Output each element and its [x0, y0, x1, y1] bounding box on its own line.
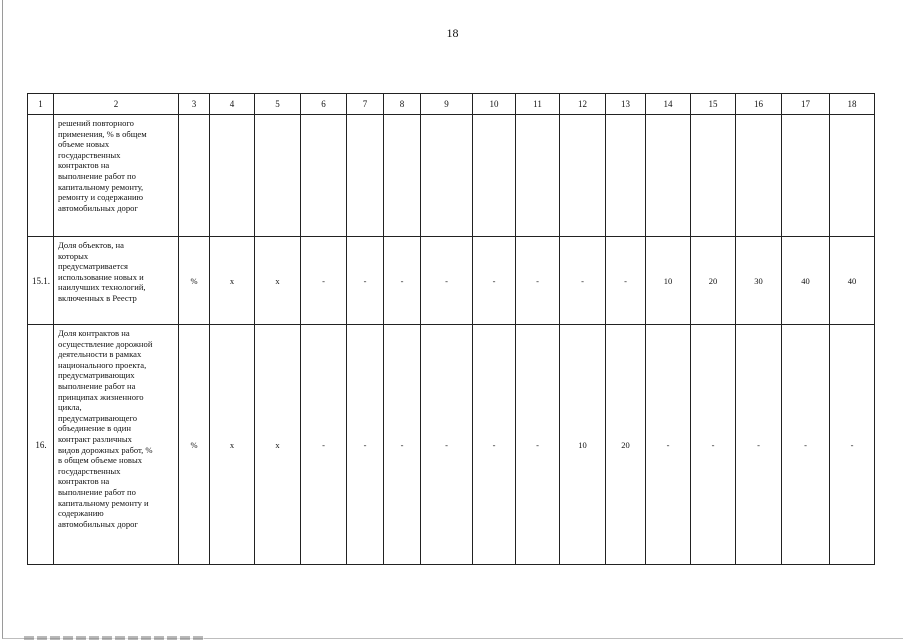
- value-cell: 40: [782, 237, 830, 325]
- value-cell: -: [384, 325, 421, 565]
- value-cell: [560, 115, 606, 237]
- value-cell: [421, 115, 473, 237]
- value-cell: [782, 115, 830, 237]
- indicator-table: [27, 93, 875, 565]
- row-description-text: Доля объектов, на которых предусматривается использование новых и наилучших технологий, включенных в Реестр: [58, 240, 146, 303]
- header-cell: 17: [782, 94, 830, 115]
- value-cell: -: [560, 237, 606, 325]
- header-cell: 1: [28, 94, 54, 115]
- value-cell: [606, 115, 646, 237]
- value-cell: [736, 115, 782, 237]
- row-description: [54, 237, 179, 325]
- header-cell: 18: [830, 94, 875, 115]
- value-cell: -: [516, 237, 560, 325]
- header-cell: 13: [606, 94, 646, 115]
- value-cell: [691, 115, 736, 237]
- value-cell: -: [347, 325, 384, 565]
- value-cell: -: [347, 237, 384, 325]
- row-description: [54, 115, 179, 237]
- value-cell: 20: [606, 325, 646, 565]
- header-cell: 10: [473, 94, 516, 115]
- value-cell: [179, 115, 210, 237]
- header-cell: 5: [255, 94, 301, 115]
- value-cell: -: [691, 325, 736, 565]
- value-cell: [830, 115, 875, 237]
- row-description-text: Доля контрактов на осуществление дорожной деятельности в рамках национального проекта, предусматривающих выполнение работ на принципах жизненного цикла, предусматривающего объединение в один контракт различных видов дорожных работ, % в общем объеме новых государственных контрактов на выполнение работ по капитальному ремонту и содержанию автомобильных дорог: [58, 328, 153, 529]
- value-cell: 10: [646, 237, 691, 325]
- value-cell: [516, 115, 560, 237]
- header-cell: 8: [384, 94, 421, 115]
- value-cell: [255, 115, 301, 237]
- value-cell: х: [255, 325, 301, 565]
- value-cell: -: [301, 237, 347, 325]
- value-cell: -: [736, 325, 782, 565]
- row-number: 15.1.: [28, 237, 54, 325]
- header-cell: 2: [54, 94, 179, 115]
- value-cell: %: [179, 237, 210, 325]
- scan-artifact-strip: [24, 636, 204, 640]
- header-cell: 4: [210, 94, 255, 115]
- value-cell: -: [473, 237, 516, 325]
- value-cell: х: [210, 237, 255, 325]
- header-cell: 12: [560, 94, 606, 115]
- header-cell: 11: [516, 94, 560, 115]
- value-cell: -: [782, 325, 830, 565]
- value-cell: -: [473, 325, 516, 565]
- header-cell: 16: [736, 94, 782, 115]
- table-header-row: [28, 94, 875, 115]
- value-cell: -: [830, 325, 875, 565]
- value-cell: -: [384, 237, 421, 325]
- header-cell: 3: [179, 94, 210, 115]
- value-cell: х: [255, 237, 301, 325]
- value-cell: [384, 115, 421, 237]
- header-cell: 15: [691, 94, 736, 115]
- value-cell: [347, 115, 384, 237]
- value-cell: [301, 115, 347, 237]
- table-row: [28, 115, 875, 237]
- value-cell: -: [421, 325, 473, 565]
- table-row: [28, 237, 875, 325]
- row-description: [54, 325, 179, 565]
- header-cell: 9: [421, 94, 473, 115]
- value-cell: 20: [691, 237, 736, 325]
- value-cell: -: [646, 325, 691, 565]
- value-cell: -: [516, 325, 560, 565]
- value-cell: [646, 115, 691, 237]
- row-number: 16.: [28, 325, 54, 565]
- value-cell: 40: [830, 237, 875, 325]
- table-row: [28, 325, 875, 565]
- header-cell: 7: [347, 94, 384, 115]
- header-cell: 14: [646, 94, 691, 115]
- row-description-text: решений повторного применения, % в общем объеме новых государственных контрактов на выполнение работ по капитальному ремонту, ремонту и содержанию автомобильных дорог: [58, 118, 147, 213]
- value-cell: -: [421, 237, 473, 325]
- value-cell: [210, 115, 255, 237]
- value-cell: %: [179, 325, 210, 565]
- page-number: 18: [446, 26, 459, 40]
- value-cell: [473, 115, 516, 237]
- row-number: [28, 115, 54, 237]
- value-cell: 10: [560, 325, 606, 565]
- value-cell: -: [301, 325, 347, 565]
- value-cell: -: [606, 237, 646, 325]
- value-cell: х: [210, 325, 255, 565]
- header-cell: 6: [301, 94, 347, 115]
- value-cell: 30: [736, 237, 782, 325]
